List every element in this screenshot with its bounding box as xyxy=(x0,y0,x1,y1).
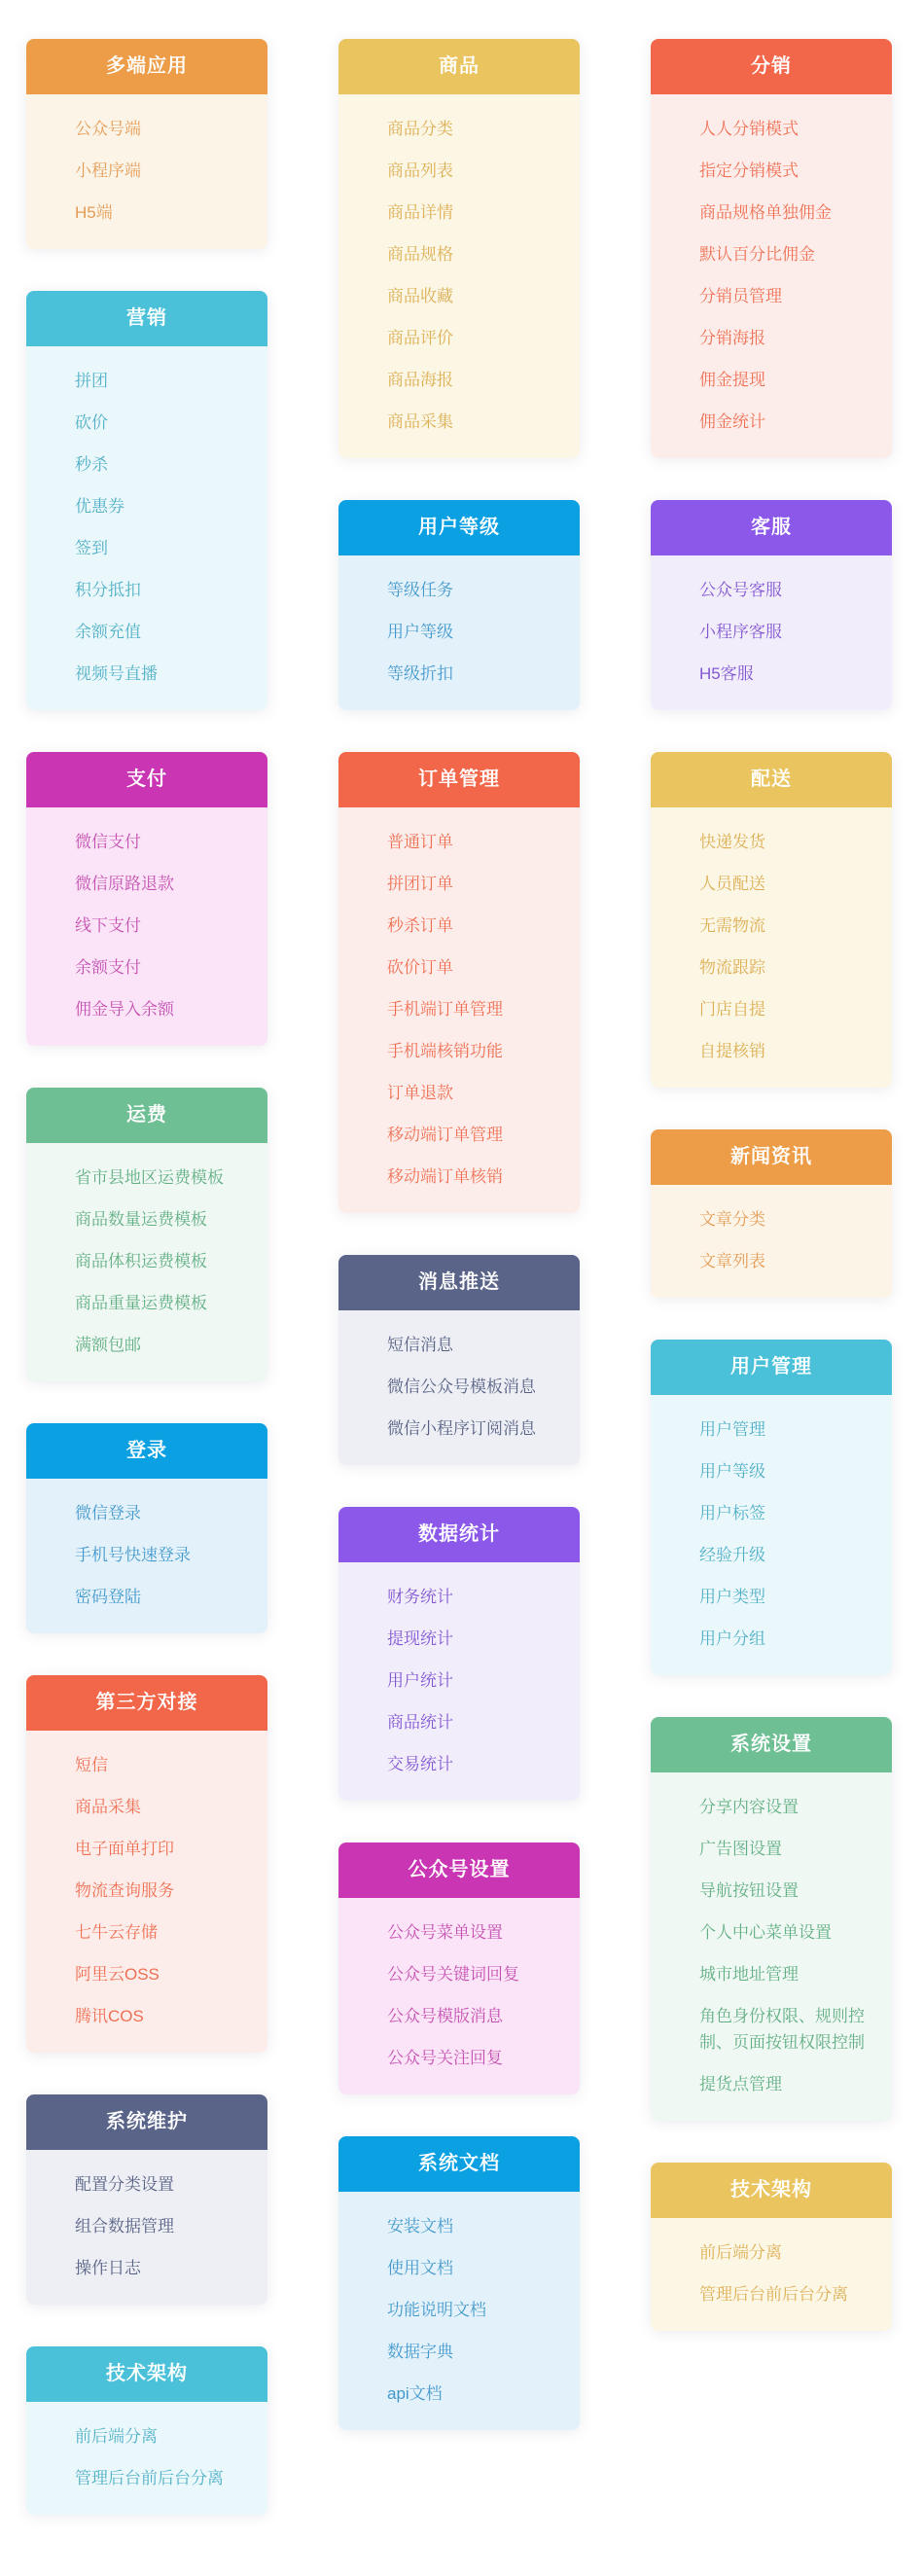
card-item-list xyxy=(26,1479,267,1633)
feature-card xyxy=(651,752,892,1088)
card-item: 商品分类 xyxy=(387,120,453,138)
card-item: 微信支付 xyxy=(75,833,141,851)
card-item: 用户类型 xyxy=(699,1588,765,1606)
card-item: 等级折扣 xyxy=(387,664,453,683)
card-item: 配置分类设置 xyxy=(75,2175,174,2194)
feature-card xyxy=(651,1129,892,1298)
card-item: 人员配送 xyxy=(699,875,765,893)
card-item: 提货点管理 xyxy=(699,2075,782,2093)
card-item: 分销海报 xyxy=(699,329,765,347)
card-title: 系统设置 xyxy=(651,1717,892,1772)
feature-card xyxy=(651,39,892,458)
card-item: 拼团订单 xyxy=(387,875,453,893)
card-item: 砍价订单 xyxy=(387,958,453,977)
card-item: 自提核销 xyxy=(699,1042,765,1060)
card-item: 个人中心菜单设置 xyxy=(699,1923,832,1942)
card-item: 视频号直播 xyxy=(75,664,158,683)
card-item: 签到 xyxy=(75,539,108,557)
card-item: H5端 xyxy=(75,203,113,222)
card-item: 用户统计 xyxy=(387,1671,453,1690)
card-item: 佣金统计 xyxy=(699,412,765,431)
card-title: 用户等级 xyxy=(338,500,580,555)
card-item: 功能说明文档 xyxy=(387,2301,486,2319)
card-item: 商品规格单独佣金 xyxy=(699,203,832,222)
card-item: 组合数据管理 xyxy=(75,2217,174,2236)
feature-card xyxy=(26,2346,267,2515)
card-title: 配送 xyxy=(651,752,892,807)
card-item: 商品重量运费模板 xyxy=(75,1294,207,1312)
card-item: 用户分组 xyxy=(699,1629,765,1648)
card-item: 前后端分离 xyxy=(699,2243,782,2262)
card-item: 手机端订单管理 xyxy=(387,1000,503,1019)
card-title: 消息推送 xyxy=(338,1255,580,1310)
card-item: 微信小程序订阅消息 xyxy=(387,1419,536,1438)
card-item: 用户等级 xyxy=(387,623,453,641)
feature-card xyxy=(338,1843,580,2094)
card-item: 广告图设置 xyxy=(699,1840,782,1858)
feature-card xyxy=(338,500,580,710)
feature-card xyxy=(338,39,580,458)
card-item-list xyxy=(26,94,267,249)
feature-card xyxy=(26,39,267,249)
card-item: 默认百分比佣金 xyxy=(699,245,815,264)
card-item-list xyxy=(651,555,892,710)
card-title: 系统维护 xyxy=(26,2094,267,2150)
card-item: 用户标签 xyxy=(699,1504,765,1522)
card-item: 公众号关注回复 xyxy=(387,2049,503,2067)
feature-card xyxy=(26,1675,267,2053)
card-item: 用户管理 xyxy=(699,1420,765,1439)
card-title: 用户管理 xyxy=(651,1340,892,1395)
card-item: 公众号端 xyxy=(75,120,141,138)
card-item-list xyxy=(651,94,892,458)
feature-card xyxy=(338,752,580,1213)
card-item: 用户等级 xyxy=(699,1462,765,1481)
card-item: 手机号快速登录 xyxy=(75,1546,191,1564)
card-title: 公众号设置 xyxy=(338,1843,580,1898)
card-item-list xyxy=(26,1731,267,2053)
card-item: 满额包邮 xyxy=(75,1336,141,1354)
card-item-list xyxy=(338,1898,580,2094)
card-item-list xyxy=(338,1310,580,1465)
card-item-list xyxy=(338,1562,580,1801)
feature-card xyxy=(26,752,267,1046)
card-item-list xyxy=(651,1185,892,1298)
card-item: 移动端订单核销 xyxy=(387,1167,503,1186)
card-item: 物流跟踪 xyxy=(699,958,765,977)
card-item-list xyxy=(338,94,580,458)
card-title: 订单管理 xyxy=(338,752,580,807)
card-item-list xyxy=(26,1143,267,1381)
column-2 xyxy=(338,39,580,2472)
card-title: 第三方对接 xyxy=(26,1675,267,1731)
card-title: 分销 xyxy=(651,39,892,94)
card-title: 技术架构 xyxy=(26,2346,267,2402)
card-item: 佣金导入余额 xyxy=(75,1000,174,1019)
card-item: 秒杀订单 xyxy=(387,916,453,935)
card-title: 新闻资讯 xyxy=(651,1129,892,1185)
card-item: 七牛云存储 xyxy=(75,1923,158,1942)
card-item: 人人分销模式 xyxy=(699,120,799,138)
card-item: 经验升级 xyxy=(699,1546,765,1564)
card-item: 提现统计 xyxy=(387,1629,453,1648)
card-item: 数据字典 xyxy=(387,2343,453,2361)
card-item: H5客服 xyxy=(699,664,754,683)
card-item: 管理后台前后台分离 xyxy=(699,2285,848,2304)
card-item: 商品统计 xyxy=(387,1713,453,1732)
card-item: api文档 xyxy=(387,2384,443,2403)
card-item: 分享内容设置 xyxy=(699,1798,799,1816)
card-item: 商品采集 xyxy=(387,412,453,431)
feature-card xyxy=(26,2094,267,2305)
card-item: 商品详情 xyxy=(387,203,453,222)
card-item: 商品采集 xyxy=(75,1798,141,1816)
card-item: 微信登录 xyxy=(75,1504,141,1522)
card-item: 等级任务 xyxy=(387,581,453,599)
card-item: 短信 xyxy=(75,1756,108,1774)
card-item: 指定分销模式 xyxy=(699,161,799,180)
card-item: 公众号客服 xyxy=(699,581,782,599)
card-item: 微信公众号模板消息 xyxy=(387,1377,536,1396)
card-item: 密码登陆 xyxy=(75,1588,141,1606)
card-item: 公众号模版消息 xyxy=(387,2007,503,2025)
card-item-list xyxy=(26,807,267,1046)
card-item-list xyxy=(651,1772,892,2121)
card-item: 线下支付 xyxy=(75,916,141,935)
card-item-list xyxy=(26,2402,267,2515)
card-item: 公众号菜单设置 xyxy=(387,1923,503,1942)
card-item: 文章分类 xyxy=(699,1210,765,1229)
card-item: 商品海报 xyxy=(387,371,453,389)
card-item: 使用文档 xyxy=(387,2259,453,2277)
card-item: 商品规格 xyxy=(387,245,453,264)
card-item: 管理后台前后台分离 xyxy=(75,2469,224,2487)
card-item-list xyxy=(651,1395,892,1675)
card-item: 商品数量运费模板 xyxy=(75,1210,207,1229)
feature-card xyxy=(26,291,267,710)
card-item: 阿里云OSS xyxy=(75,1965,160,1984)
card-title: 技术架构 xyxy=(651,2163,892,2218)
card-item-list xyxy=(651,2218,892,2331)
card-title: 登录 xyxy=(26,1423,267,1479)
card-item: 安装文档 xyxy=(387,2217,453,2236)
card-item-list xyxy=(338,807,580,1213)
card-item: 商品体积运费模板 xyxy=(75,1252,207,1270)
column-1 xyxy=(26,39,267,2557)
card-title: 数据统计 xyxy=(338,1507,580,1562)
feature-card xyxy=(338,1255,580,1465)
card-item: 秒杀 xyxy=(75,455,108,474)
card-item: 微信原路退款 xyxy=(75,875,174,893)
card-item: 余额充值 xyxy=(75,623,141,641)
card-item: 门店自提 xyxy=(699,1000,765,1019)
feature-card xyxy=(338,1507,580,1801)
card-item: 普通订单 xyxy=(387,833,453,851)
card-item-list xyxy=(338,555,580,710)
card-item: 砍价 xyxy=(75,413,108,432)
card-item: 无需物流 xyxy=(699,916,765,935)
card-item: 分销员管理 xyxy=(699,287,782,305)
card-item: 商品收藏 xyxy=(387,287,453,305)
feature-card xyxy=(651,2163,892,2331)
feature-card xyxy=(338,2136,580,2430)
feature-card xyxy=(651,1340,892,1675)
feature-card xyxy=(26,1088,267,1381)
card-title: 支付 xyxy=(26,752,267,807)
card-item: 交易统计 xyxy=(387,1755,453,1773)
card-item: 商品评价 xyxy=(387,329,453,347)
card-item: 操作日志 xyxy=(75,2259,141,2277)
card-item: 拼团 xyxy=(75,372,108,390)
card-item: 小程序客服 xyxy=(699,623,782,641)
card-item: 公众号关键词回复 xyxy=(387,1965,519,1984)
card-item: 佣金提现 xyxy=(699,371,765,389)
card-item: 手机端核销功能 xyxy=(387,1042,503,1060)
card-item: 快递发货 xyxy=(699,833,765,851)
card-item-list xyxy=(26,346,267,710)
feature-card xyxy=(651,1717,892,2121)
card-title: 运费 xyxy=(26,1088,267,1143)
card-item: 物流查询服务 xyxy=(75,1881,174,1900)
column-3 xyxy=(651,39,892,2373)
card-item: 财务统计 xyxy=(387,1588,453,1606)
card-title: 商品 xyxy=(338,39,580,94)
card-item: 优惠券 xyxy=(75,497,124,516)
card-item: 文章列表 xyxy=(699,1252,765,1270)
card-item: 角色身份权限、规则控制、页面按钮权限控制 xyxy=(699,2007,865,2052)
feature-card xyxy=(26,1423,267,1633)
card-item: 前后端分离 xyxy=(75,2427,158,2446)
card-item-list xyxy=(651,807,892,1088)
card-item: 积分抵扣 xyxy=(75,581,141,599)
card-title: 多端应用 xyxy=(26,39,267,94)
card-item: 订单退款 xyxy=(387,1084,453,1102)
card-item: 余额支付 xyxy=(75,958,141,977)
card-item: 商品列表 xyxy=(387,161,453,180)
card-title: 营销 xyxy=(26,291,267,346)
card-title: 客服 xyxy=(651,500,892,555)
card-item: 小程序端 xyxy=(75,161,141,180)
card-item: 短信消息 xyxy=(387,1336,453,1354)
feature-card xyxy=(651,500,892,710)
card-item-list xyxy=(338,2192,580,2430)
card-item: 导航按钮设置 xyxy=(699,1881,799,1900)
card-item: 腾讯COS xyxy=(75,2007,144,2025)
card-item: 城市地址管理 xyxy=(699,1965,799,1984)
card-title: 系统文档 xyxy=(338,2136,580,2192)
card-item: 移动端订单管理 xyxy=(387,1126,503,1144)
card-item: 省市县地区运费模板 xyxy=(75,1168,224,1187)
card-item-list xyxy=(26,2150,267,2305)
card-item: 电子面单打印 xyxy=(75,1840,174,1858)
